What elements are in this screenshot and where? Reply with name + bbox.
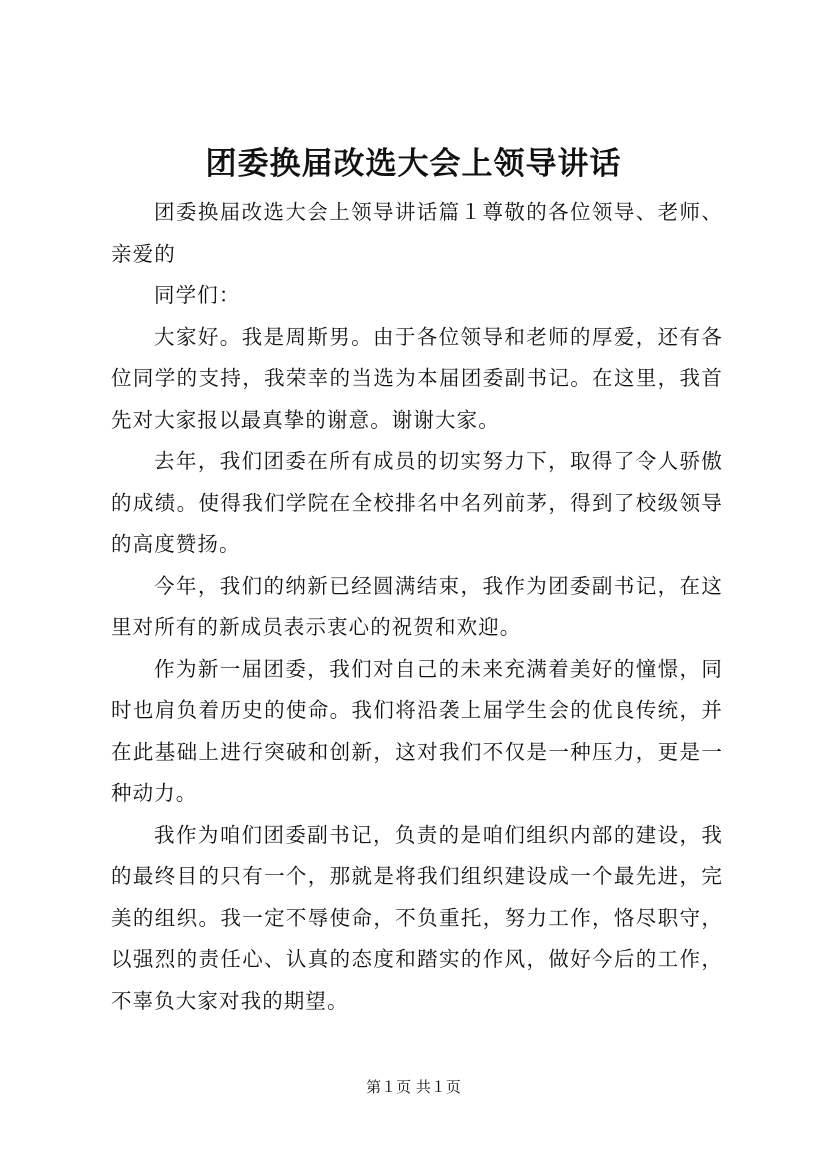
paragraph-3: 大家好。我是周斯男。由于各位领导和老师的厚爱，还有各位同学的支持，我荣幸的当选为本届团委副书记。在这里，我首先对大家报以最真挚的谢意。谢谢大家。 <box>111 324 723 432</box>
paragraph-5: 今年，我们的纳新已经圆满结束，我作为团委副书记，在这里对所有的新成员表示衷心的祝贺和欢迎。 <box>111 573 723 639</box>
paragraph-6: 作为新一届团委，我们对自己的未来充满着美好的憧憬，同时也肩负着历史的使命。我们将沿袭上届学生会的优良传统，并在此基础上进行突破和创新，这对我们不仅是一种压力，更是一种动力。 <box>111 656 723 805</box>
page-number-footer: 第１页 共１页 <box>366 1078 461 1096</box>
paragraph-4: 去年，我们团委在所有成员的切实努力下，取得了令人骄傲的成绩。使得我们学院在全校排名中名列前茅，得到了校级领导的高度赞扬。 <box>111 449 723 556</box>
document-body <box>111 192 723 1022</box>
document-title: 团委换届改选大会上领导讲话 <box>205 146 622 182</box>
paragraph-2: 同学们： <box>154 283 241 307</box>
paragraph-1: 团委换届改选大会上领导讲话篇１尊敬的各位领导、老师、亲爱的 <box>111 200 723 266</box>
paragraph-7: 我作为咱们团委副书记，负责的是咱们组织内部的建设，我的最终目的只有一个，那就是将我们组织建设成一个最先进，完美的组织。我一定不辱使命，不负重托，努力工作，恪尽职守，以强烈的责任心、认真的态度和踏实的作风，做好今后的工作，不辜负大家对我的期望。 <box>111 822 723 1013</box>
